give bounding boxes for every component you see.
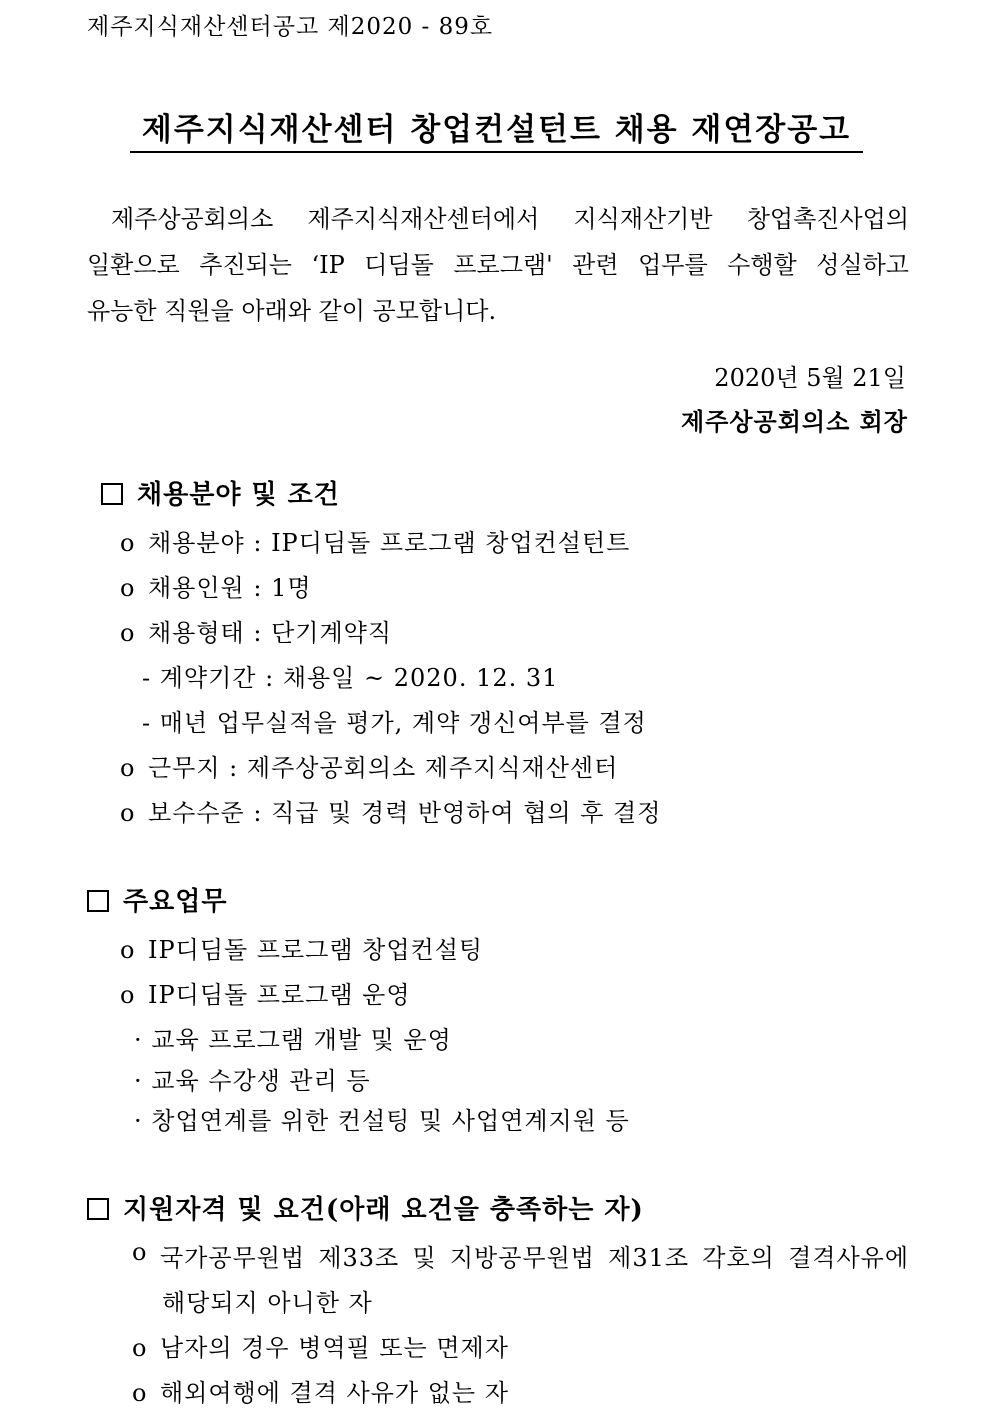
intro-line: 제주상공회의소 제주지식재산센터에서 지식재산기반 창업촉진사업의 (111, 205, 909, 233)
list-item-text: 국가공무원법 제33조 및 지방공무원법 제31조 각호의 결격사유에 (160, 1244, 909, 1272)
section-heading-label: 채용분야 및 조건 (137, 480, 340, 510)
bullet-icon: o (120, 529, 136, 557)
list-item-text: 남자의 경우 병역필 또는 면제자 (160, 1334, 509, 1362)
intro-line: 유능한 직원을 아래와 같이 공모합니다. (87, 297, 497, 325)
list-item (120, 523, 630, 558)
bullet-icon: o (132, 1238, 148, 1266)
list-item (120, 975, 411, 1010)
issuer: 제주상공회의소 회장 (680, 407, 908, 436)
list-item-text: 채용분야 : IP디딤돌 프로그램 창업컨설턴트 (148, 529, 631, 557)
sub-item: - 계약기간 : 채용일 ~ 2020. 12. 31 (142, 664, 559, 692)
list-item-text: 채용인원 : 1명 (148, 574, 312, 602)
section-heading-duties (87, 881, 227, 918)
list-item (132, 1328, 509, 1363)
list-item-text: IP디딤돌 프로그램 창업컨설팅 (148, 936, 484, 964)
intro-line: 일환으로 추진되는 ‘IP 디딤돌 프로그램' 관련 업무를 수행할 성실하고 (87, 251, 909, 279)
list-item-text: 해외여행에 결격 사유가 없는 자 (160, 1379, 509, 1407)
sub-item: · 교육 프로그램 개발 및 운영 (134, 1026, 452, 1054)
bullet-icon: o (120, 754, 136, 782)
notice-date: 2020년 5월 21일 (714, 364, 906, 392)
bullet-icon: o (132, 1379, 148, 1407)
list-item-text: 보수수준 : 직급 및 경력 반영하여 협의 후 결정 (148, 799, 662, 827)
list-item-text: IP디딤돌 프로그램 운영 (148, 981, 411, 1009)
list-item (120, 568, 312, 603)
checkbox-square-icon (101, 483, 123, 505)
intro-paragraph (87, 196, 909, 334)
bullet-icon: o (120, 799, 136, 827)
list-item-text: 채용형태 : 단기계약직 (148, 619, 392, 647)
document-title: 제주지식재산센터 창업컨설턴트 채용 재연장공고 (130, 104, 863, 153)
section-heading-recruit (101, 474, 340, 511)
list-item (132, 1238, 909, 1273)
sub-item: · 창업연계를 위한 컨설팅 및 사업연계지원 등 (134, 1107, 630, 1135)
checkbox-square-icon (87, 890, 109, 912)
checkbox-square-icon (87, 1198, 109, 1220)
bullet-icon: o (120, 574, 136, 602)
list-item (120, 793, 661, 828)
list-item (120, 748, 618, 783)
sub-item: · 교육 수강생 관리 등 (134, 1067, 371, 1095)
bullet-icon: o (120, 619, 136, 647)
list-item-continuation: 해당되지 아니한 자 (162, 1289, 373, 1317)
list-item-text: 근무지 : 제주상공회의소 제주지식재산센터 (148, 754, 619, 782)
sub-item: - 매년 업무실적을 평가, 계약 갱신여부를 결정 (142, 709, 647, 737)
list-item (120, 613, 392, 648)
bullet-icon: o (132, 1334, 148, 1362)
list-item (120, 930, 483, 965)
section-heading-label: 지원자격 및 요건(아래 요건을 충족하는 자) (123, 1195, 644, 1225)
notice-number: 제주지식재산센터공고 제2020 - 89호 (87, 14, 494, 40)
bullet-icon: o (120, 981, 136, 1009)
section-heading-qualifications (87, 1189, 644, 1226)
section-heading-label: 주요업무 (123, 887, 228, 917)
bullet-icon: o (120, 936, 136, 964)
